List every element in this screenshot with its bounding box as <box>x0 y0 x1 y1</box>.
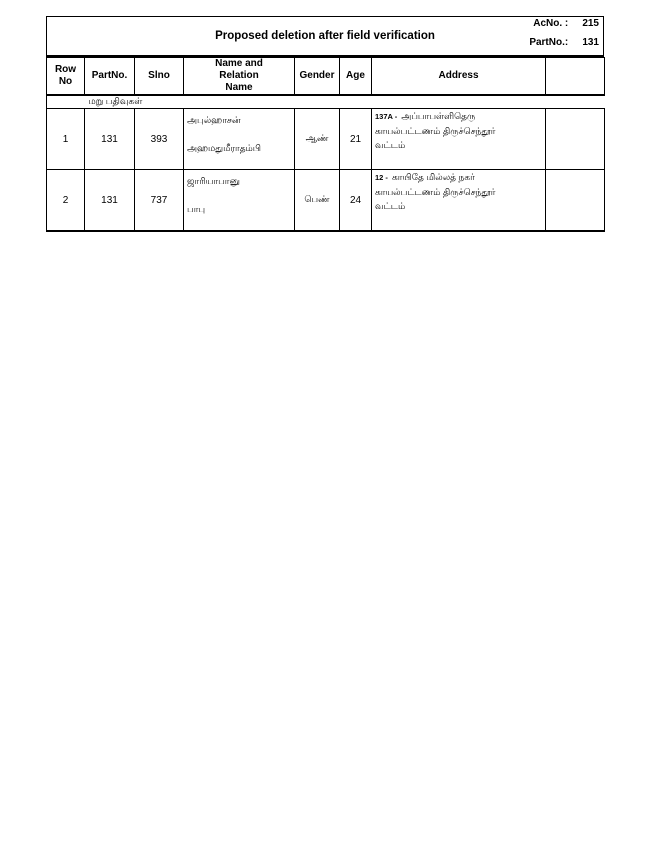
table-header-row <box>47 58 605 96</box>
table-row <box>47 109 605 170</box>
address-line-1 <box>375 109 545 124</box>
deletion-table <box>46 57 605 232</box>
col-header-part-no: PartNo. <box>85 58 135 96</box>
address-line-2: காயல்பட்டணம் திருச்செந்தூர் <box>375 126 496 136</box>
part-no-cell: 131 <box>85 109 135 170</box>
col-header-extra <box>546 58 605 96</box>
col-header-gender: Gender <box>295 58 340 96</box>
age-cell: 21 <box>340 109 372 170</box>
address-door-no: 12 - <box>375 173 388 182</box>
acno-value: 215 <box>582 18 599 29</box>
slno-cell: 737 <box>135 170 184 232</box>
section-row <box>47 95 605 108</box>
partno-label: PartNo.: <box>529 37 569 48</box>
address-street: அப்பாபள்ளிதெரு <box>401 111 476 121</box>
slno-cell: 393 <box>135 109 184 170</box>
address-street: காயிதே மில்லத் நகர் <box>391 172 475 182</box>
extra-cell <box>546 109 605 170</box>
gender-cell: பெண் <box>295 170 340 232</box>
extra-cell <box>546 170 605 232</box>
section-label: மறு பதிவுகள் <box>88 96 143 106</box>
acno-label: AcNo. : <box>533 18 569 29</box>
col-header-slno: Slno <box>135 58 184 96</box>
address-cell <box>372 170 546 232</box>
table-row <box>47 170 605 232</box>
report-header <box>46 16 604 57</box>
col-header-age: Age <box>340 58 372 96</box>
deletion-list-sheet <box>46 16 604 232</box>
col-header-address: Address <box>372 58 546 96</box>
address-line-3: வட்டம் <box>375 201 406 211</box>
partno-value: 131 <box>582 37 599 48</box>
relation-name: அஹமதுமீராதம்பி <box>187 143 262 153</box>
name-cell <box>184 170 295 232</box>
elector-name: ஜாரியாபானு <box>187 176 240 186</box>
elector-name: அபுல்ஹாசன் <box>187 115 241 125</box>
address-line-3: வட்டம் <box>375 140 406 150</box>
address-line-1 <box>375 170 545 185</box>
row-no-cell: 2 <box>47 170 85 232</box>
relation-name: பாபு <box>187 204 206 214</box>
name-cell <box>184 109 295 170</box>
address-line-2: காயல்பட்டணம் திருச்செந்தூர் <box>375 187 496 197</box>
part-no-cell: 131 <box>85 170 135 232</box>
col-header-row-no: Row No <box>47 58 85 96</box>
partno-field <box>529 37 599 48</box>
acno-field <box>533 18 599 29</box>
age-cell: 24 <box>340 170 372 232</box>
address-cell <box>372 109 546 170</box>
report-title: Proposed deletion after field verification <box>215 30 435 42</box>
col-header-name: Name and Relation Name <box>184 58 295 96</box>
gender-cell: ஆண் <box>295 109 340 170</box>
row-no-cell: 1 <box>47 109 85 170</box>
address-door-no: 137A - <box>375 112 398 121</box>
